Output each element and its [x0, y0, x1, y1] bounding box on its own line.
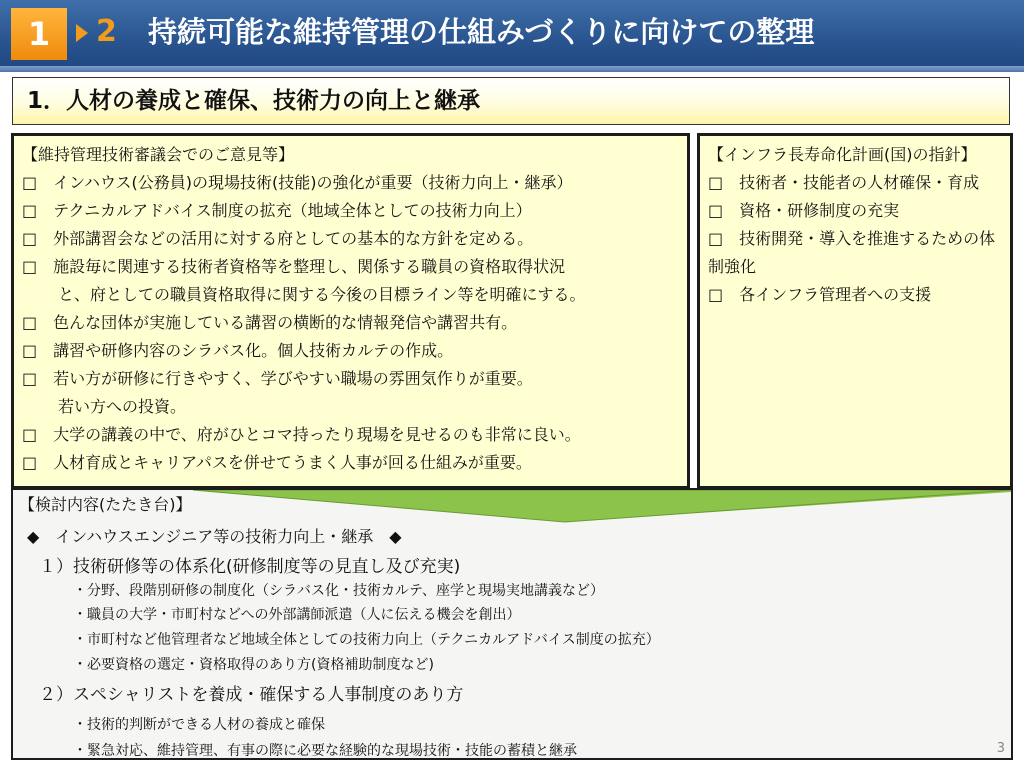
list-item: □ 技術者・技能者の人材確保・育成 — [708, 173, 980, 192]
list-item: □ テクニカルアドバイス制度の拡充（地域全体としての技術力向上） — [22, 201, 532, 220]
review-subheading: ２）スペシャリストを養成・確保する人事制度のあり方 — [39, 685, 464, 705]
review-bullet: ・必要資格の選定・資格取得のあり方(資格補助制度など) — [73, 657, 434, 673]
list-item: □ 色んな団体が実施している講習の横断的な情報発信や講習共有。 — [22, 313, 518, 332]
panel-heading: 【インフラ長寿命化計画(国)の指針】 — [708, 145, 977, 164]
list-item: □ 若い方が研修に行きやすく、学びやすい職場の雰囲気作りが重要。 — [22, 369, 533, 388]
list-item: □ 資格・研修制度の充実 — [708, 201, 900, 220]
list-item: □ 外部講習会などの活用に対する府としての基本的な方針を定める。 — [22, 229, 534, 248]
review-bullet: ・技術的判断ができる人材の養成と確保 — [73, 717, 325, 733]
review-heading: 【検討内容(たたき台)】 — [19, 495, 192, 514]
page-number: 3 — [996, 741, 1005, 756]
review-bullet: ・分野、段階別研修の制度化（シラバス化・技術カルテ、座学と現場実地講義など） — [73, 583, 605, 599]
list-item: □ 各インフラ管理者への支援 — [708, 285, 932, 304]
review-content-panel — [11, 488, 1013, 760]
list-item: □ 人材育成とキャリアパスを併せてうまく人事が回る仕組みが重要。 — [22, 453, 532, 472]
header-stripe — [0, 66, 1024, 72]
list-item-continuation: と、府としての職員資格取得に関する今後の目標ライン等を明確にする。 — [58, 285, 586, 304]
list-item: □ 技術開発・導入を推進するための体制強化 — [708, 229, 996, 276]
chapter-badge: 1 — [11, 8, 67, 60]
review-bullet: ・緊急対応、維持管理、有事の際に必要な経験的な現場技術・技能の蓄積と継承 — [73, 743, 577, 759]
list-item: □ 施設毎に関連する技術者資格等を整理し、関係する職員の資格取得状況 — [22, 257, 566, 276]
list-item: □ 講習や研修内容のシラバス化。個人技術カルテの作成。 — [22, 341, 454, 360]
list-item: □ インハウス(公務員)の現場技術(技能)の強化が重要（技術力向上・継承） — [22, 173, 573, 192]
list-item-continuation: 若い方への投資。 — [58, 397, 187, 416]
review-main-item: ◆ インハウスエンジニア等の技術力向上・継承 ◆ — [27, 527, 402, 546]
national-guideline-panel — [697, 133, 1013, 489]
review-bullet: ・職員の大学・市町村などへの外部講師派遣（人に伝える機会を創出） — [73, 607, 521, 623]
slide-title: 持続可能な維持管理の仕組みづくりに向けての整理 — [148, 15, 815, 49]
slide-header — [0, 0, 1024, 72]
review-bullet: ・市町村など他管理者など地域全体としての技術力向上（テクニカルアドバイス制度の拡充） — [73, 632, 660, 648]
review-subheading: １）技術研修等の体系化(研修制度等の見直し及び充実) — [39, 557, 461, 577]
subsection-number: 2 — [96, 14, 117, 49]
section-title: 1．人材の養成と確保、技術力の向上と継承 — [12, 77, 1010, 125]
triangle-right-icon — [76, 24, 88, 42]
down-arrow-icon — [13, 490, 1011, 524]
panel-heading: 【維持管理技術審議会でのご意見等】 — [22, 145, 295, 164]
list-item: □ 大学の講義の中で、府がひとコマ持ったり現場を見せるのも非常に良い。 — [22, 425, 581, 444]
council-opinions-panel — [11, 133, 690, 489]
